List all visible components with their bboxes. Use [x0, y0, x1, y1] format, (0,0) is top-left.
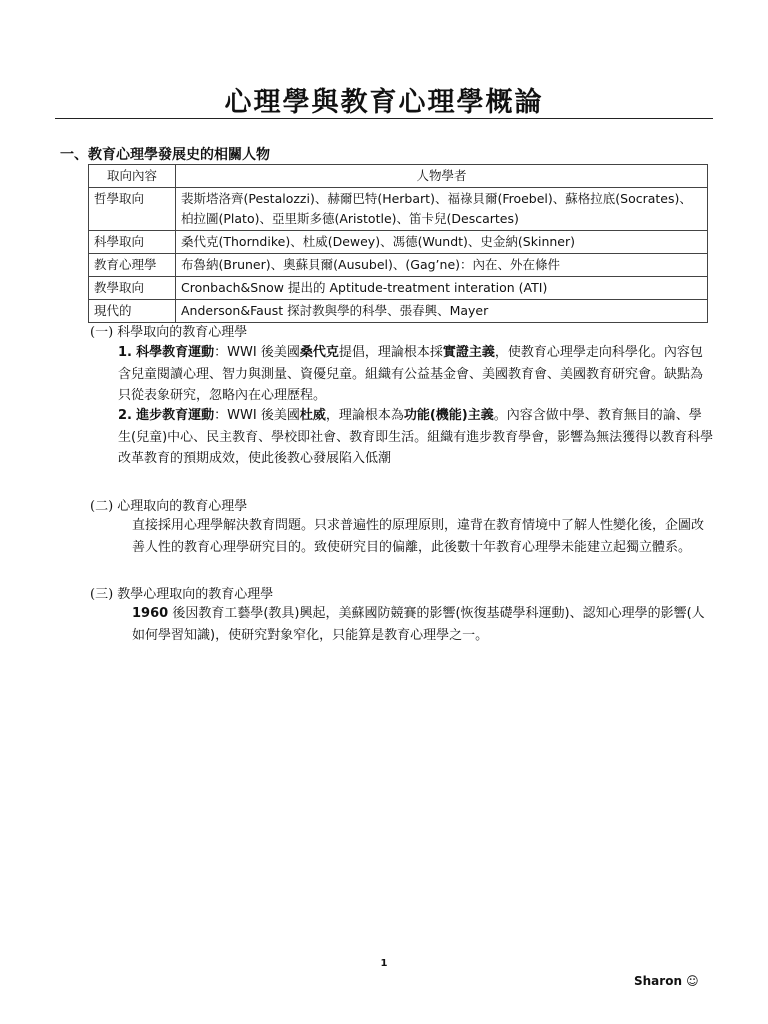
document-title: 心理學與教育心理學概論	[224, 87, 544, 118]
table-cell-people: Anderson&Faust 探討教與學的科學、張春興、Mayer	[176, 300, 708, 323]
table-cell-people: 裴斯塔洛齊(Pestalozzi)、赫爾巴特(Herbart)、福祿貝爾(Froebel)、蘇格拉底(Socrates)、柏拉圖(Plato)、亞里斯多德(Aristotle)、笛卡兒(Descartes)	[176, 188, 708, 231]
section-heading: 一、教育心理學發展史的相關人物	[60, 147, 270, 163]
item-text: 。內容含做中學、教育無目的論、學生(兒童)中心、民主教育、學校即社會、教育即生活。組織有進步教育學會，影響為無法獲得以教育科學改革教育的預期成效，使此後教心發展陷入低潮	[118, 408, 714, 466]
paragraph-teaching	[132, 603, 714, 647]
page-number: 1	[380, 958, 388, 969]
people-table	[88, 164, 708, 323]
subsection-heading-science: (一) 科學取向的教育心理學	[90, 325, 248, 340]
table-row	[89, 188, 708, 231]
list-item-science-movement	[118, 342, 714, 407]
table-row	[89, 254, 708, 277]
item-text: ，使教育心理學走向科學化。內容包含兒童閱讀心理、智力與測量、資優兒童。組織有公益基金會、美國教育會、美國教育研究會。缺點為只從表象研究，忽略內在心理歷程。	[118, 345, 704, 403]
item-person: 桑代克	[299, 345, 339, 360]
list-item-progressive-movement	[118, 405, 714, 470]
item-text: 提倡，理論根本採	[338, 345, 443, 360]
paragraph-text: 後因教育工藝學(教具)興起，美蘇國防競賽的影響(恢復基礎學科運動)、認知心理學的影響(人如何學習知識)，使研究對象窄化，只能算是教育心理學之一。	[132, 606, 705, 643]
table-row	[89, 277, 708, 300]
item-text: ：WWI 後美國	[214, 345, 300, 360]
subsection-heading-teaching: (三) 教學心理取向的教育心理學	[90, 587, 274, 602]
table-header-people: 人物學者	[176, 165, 708, 188]
table-cell-approach: 現代的	[89, 300, 176, 323]
item-key-term: 功能(機能)主義	[403, 408, 494, 423]
table-cell-people: 布魯納(Bruner)、奧蘇貝爾(Ausubel)、(Gag’ne)：內在、外在條件	[176, 254, 708, 277]
title-divider	[55, 118, 713, 119]
table-cell-approach: 教育心理學	[89, 254, 176, 277]
item-text: ：WWI 後美國	[214, 408, 300, 423]
table-cell-approach: 教學取向	[89, 277, 176, 300]
item-number: 1.	[118, 345, 132, 360]
table-row	[89, 300, 708, 323]
table-cell-approach: 科學取向	[89, 231, 176, 254]
table-row	[89, 231, 708, 254]
paragraph-psychology: 直接採用心理學解決教育問題。只求普遍性的原理原則，違背在教育情境中了解人性變化後，企圖改善人性的教育心理學研究目的。致使研究目的偏離，此後數十年教育心理學未能建立起獨立體系。	[132, 518, 705, 555]
author-signature: Sharon ☺	[634, 974, 699, 988]
paragraph-year: 1960	[132, 606, 169, 621]
table-header-row	[89, 165, 708, 188]
item-text: ，理論根本為	[325, 408, 404, 423]
table-cell-approach: 哲學取向	[89, 188, 176, 231]
subsection-heading-psychology: (二) 心理取向的教育心理學	[90, 499, 248, 514]
item-key-term: 實證主義	[442, 345, 495, 360]
item-title: 進步教育運動	[136, 408, 215, 423]
item-title: 科學教育運動	[136, 345, 215, 360]
table-cell-people: Cronbach&Snow 提出的 Aptitude-treatment interation (ATI)	[176, 277, 708, 300]
item-number: 2.	[118, 408, 132, 423]
item-person: 杜威	[299, 408, 326, 423]
table-header-approach: 取向內容	[89, 165, 176, 188]
table-cell-people: 桑代克(Thorndike)、杜威(Dewey)、馮德(Wundt)、史金納(Skinner)	[176, 231, 708, 254]
